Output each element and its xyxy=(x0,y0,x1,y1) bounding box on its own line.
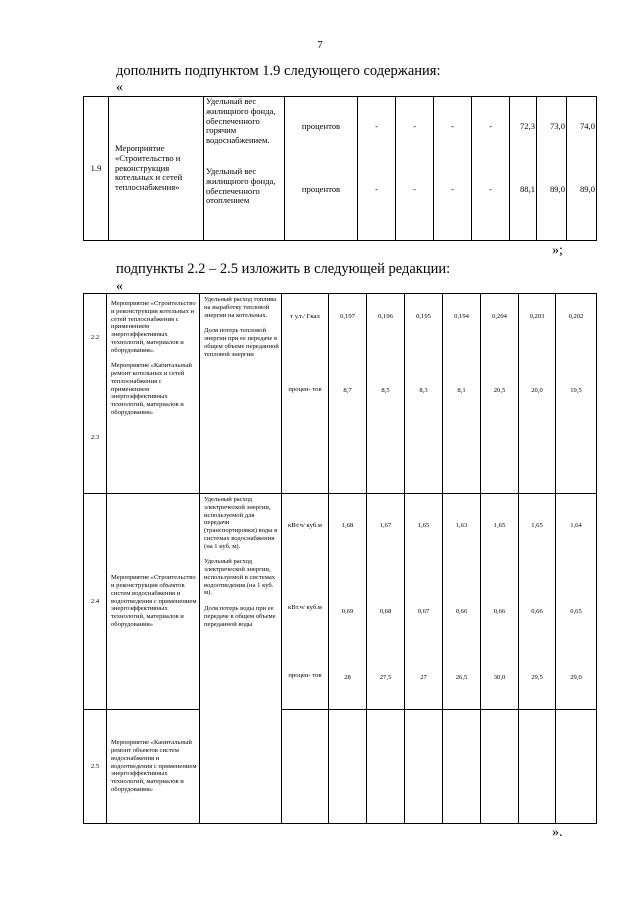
value-cell: 20,5 xyxy=(493,387,506,394)
value-cell: 0,66 xyxy=(455,608,468,615)
table-row xyxy=(84,710,597,824)
unit-cell: процен- тов xyxy=(288,386,322,393)
value-cell: 73,0 xyxy=(549,121,565,131)
value-cell: 0,204 xyxy=(492,313,507,320)
value-cell: 29,5 xyxy=(531,674,543,681)
value-cell: 0,68 xyxy=(379,608,392,615)
unit-cell: кВт.ч/ куб.м xyxy=(288,522,322,529)
value-cell: 8,7 xyxy=(343,387,352,394)
indicator-name: Удельный расход топлива на выработку тепловой энергии на котельных. xyxy=(204,296,277,319)
measure-name: Мероприятие «Капитальный ремонт объектов систем водоснабжения и водоотведения с применением энергоэффективных технологий, материалов и оборудования» xyxy=(107,710,200,824)
indicator-name: Доля потерь тепловой энергии при ее передаче в общем объеме переданной тепловой энергии xyxy=(204,327,279,358)
value-cell: - xyxy=(413,184,416,194)
value-cell: - xyxy=(451,121,454,131)
measure-name: Мероприятие «Строительство и реконструкция объектов систем водоснабжения и водоотведения с применением энергоэффективных технологий, материалов и оборудования» xyxy=(107,494,200,710)
value-cell: 26,5 xyxy=(455,674,468,681)
page-number: 7 xyxy=(317,39,323,51)
value-cell: - xyxy=(489,184,492,194)
value-cell: 8,5 xyxy=(381,387,390,394)
indicator-name: Удельный вес жилищного фонда, обеспеченного отоплением xyxy=(206,166,276,206)
value-cell: - xyxy=(451,184,454,194)
row-number: 1.9 xyxy=(84,97,109,241)
indicator-name: Удельный расход электрической энергии, используемой в системах водоотведения (на 1 куб. м). xyxy=(204,558,276,597)
row-number: 2.3 xyxy=(90,434,100,441)
unit-cell: процентов xyxy=(301,121,341,131)
value-cell: 29,0 xyxy=(570,674,582,681)
unit-cell: процен- тов xyxy=(288,672,322,679)
section2-close-quote: ». xyxy=(552,825,563,840)
measure-name: Мероприятие «Капитальный ремонт котельных и сетей теплоснабжения с применением энергоэффективных технологий, материалов и оборудования» xyxy=(111,362,192,416)
value-cell: 89,0 xyxy=(579,184,595,194)
indicator-name: Доля потерь воды при ее передаче в общем объеме переданной воды xyxy=(204,605,276,628)
unit-cell: т у.т./ Гкал xyxy=(290,313,320,320)
section1-close-quote: »; xyxy=(552,243,563,258)
value-cell: - xyxy=(489,121,492,131)
value-cell: 0,202 xyxy=(568,313,584,320)
value-cell: 1,64 xyxy=(570,522,582,529)
unit-cell: кВт.ч/ куб.м xyxy=(288,604,322,611)
value-cell: 1,65 xyxy=(417,522,430,529)
value-cell: 0,197 xyxy=(340,313,355,320)
table-section1 xyxy=(83,96,597,241)
section1-heading: дополнить подпунктом 1.9 следующего содержания: xyxy=(116,63,441,79)
row-number: 2.5 xyxy=(84,710,107,824)
value-cell: 89,0 xyxy=(549,184,565,194)
value-cell: 88,1 xyxy=(519,184,535,194)
value-cell: - xyxy=(375,184,378,194)
value-cell: 0,69 xyxy=(341,608,354,615)
table-section2 xyxy=(83,293,597,824)
unit-cell: процентов xyxy=(301,184,341,194)
value-cell: 72,3 xyxy=(519,121,535,131)
measure-name: Мероприятие «Строительство и реконструкция котельных и сетей теплоснабжения» xyxy=(109,97,204,241)
value-cell: 1,68 xyxy=(341,522,354,529)
value-cell: 0,196 xyxy=(378,313,393,320)
value-cell: 0,66 xyxy=(531,608,543,615)
value-cell: 1,67 xyxy=(379,522,392,529)
value-cell: 8,3 xyxy=(419,387,428,394)
indicator-name: Удельный вес жилищного фонда, обеспеченного горячим водоснабжением. xyxy=(206,96,276,146)
value-cell: 27 xyxy=(420,674,427,681)
table-row xyxy=(84,294,597,494)
table-row xyxy=(84,494,597,710)
value-cell: 1,65 xyxy=(493,522,506,529)
value-cell: 19,5 xyxy=(570,387,582,394)
value-cell: 30,0 xyxy=(493,674,506,681)
row-number: 2.4 xyxy=(84,494,107,710)
section1-open-quote: « xyxy=(116,80,123,95)
table-row xyxy=(84,97,597,241)
value-cell: 8,1 xyxy=(457,387,466,394)
value-cell: 28 xyxy=(344,674,351,681)
value-cell: 0,203 xyxy=(529,313,545,320)
value-cell: 27,5 xyxy=(379,674,392,681)
value-cell: - xyxy=(413,121,416,131)
value-cell: 20,0 xyxy=(531,387,543,394)
indicator-name: Удельный расход электрической энергии, используемой для передачи (транспортировки) воды в системах водоснабжения (на 1 куб. м). xyxy=(204,496,278,550)
value-cell: 1,65 xyxy=(531,522,543,529)
section2-heading: подпункты 2.2 – 2.5 изложить в следующей редакции: xyxy=(116,261,451,277)
value-cell: 0,195 xyxy=(416,313,431,320)
measure-name: Мероприятие «Строительство и реконструкция котельных и сетей теплоснабжения с применением энергоэффективных технологий, материалов и оборудования». xyxy=(111,300,196,354)
section2-open-quote: « xyxy=(116,279,123,294)
value-cell: 0,67 xyxy=(417,608,430,615)
value-cell: 0,66 xyxy=(493,608,506,615)
row-number: 2.2 xyxy=(90,334,100,341)
value-cell: 0,194 xyxy=(454,313,469,320)
value-cell: 1,63 xyxy=(455,522,468,529)
value-cell: - xyxy=(375,121,378,131)
value-cell: 74,0 xyxy=(579,121,595,131)
value-cell: 0,65 xyxy=(570,608,582,615)
